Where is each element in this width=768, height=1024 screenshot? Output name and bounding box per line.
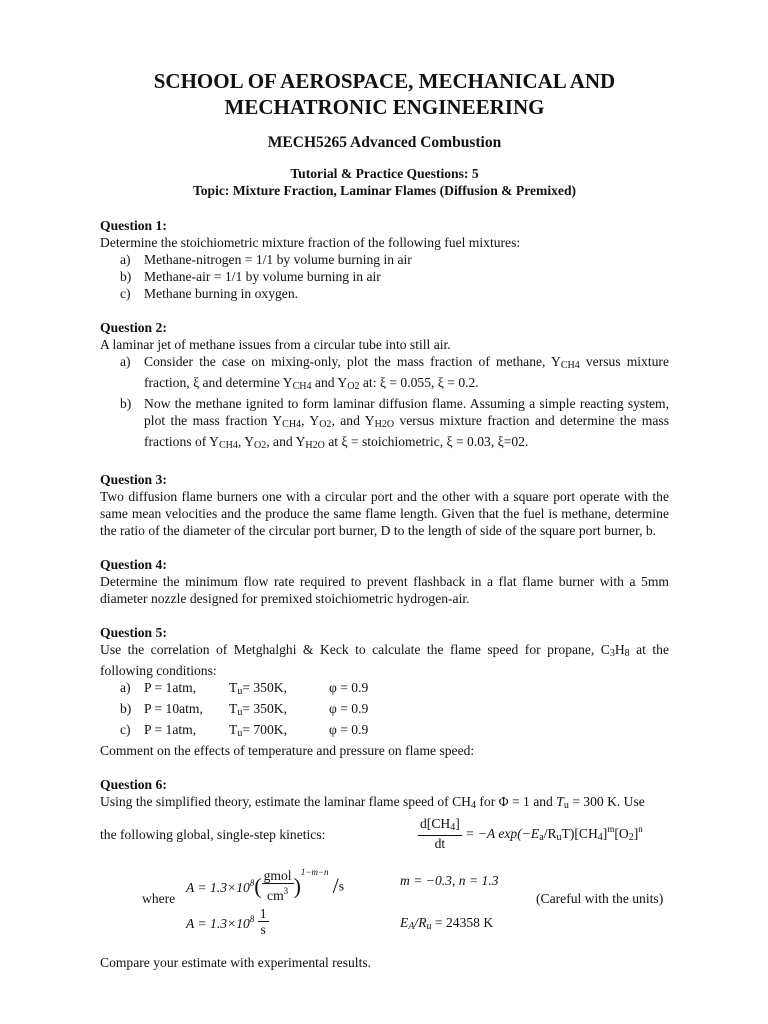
school-title	[100, 68, 669, 120]
question-5	[100, 624, 669, 759]
question-6-closing: Compare your estimate with experimental results.	[100, 955, 372, 970]
question-2-title: Question 2:	[100, 320, 167, 335]
where-block	[100, 856, 669, 942]
question-1-intro: Determine the stoichiometric mixture fraction of the following fuel mixtures:	[100, 235, 521, 250]
question-5-intro: Use the correlation of Metghalghi & Keck to calculate the flame speed for propane, $C_3H_8$ at the following conditions:	[100, 642, 669, 678]
topic-line: Topic: Mixture Fraction, Laminar Flames (Diffusion & Premixed)	[192, 183, 577, 198]
kinetics-row	[100, 816, 669, 852]
question-3-text: Two diffusion flame burners one with a circular port and the other with a square port operate with the same mean velocities and the produce the same flame length. Given that the fuel is methane, determine the ratio of the diameter of the circular port burner, D to the length of side of the square port burner, b.	[100, 489, 669, 538]
condition-row: a) P = 1atm, Tu= 350K, φ = 0.9	[120, 680, 369, 697]
condition-row: b) P = 10atm, Tu= 350K, φ = 0.9	[120, 701, 369, 718]
school-title-line2: MECHATRONIC ENGINEERING	[224, 95, 545, 119]
question-2-list	[100, 353, 669, 454]
question-6-line2: the following global, single-step kinetics:	[100, 827, 326, 842]
question-4-title: Question 4:	[100, 557, 167, 572]
activation-energy: $E_A/R_u = 24358$ K	[400, 915, 494, 932]
a-value-1: $A = 1.3\times 10^8$( $\frac{\text{gmol}}{cm^3}$ )$^{1-m-n}$/s	[186, 867, 344, 904]
question-2-intro: A laminar jet of methane issues from a circular tube into still air.	[100, 337, 451, 352]
question-6-title: Question 6:	[100, 777, 167, 792]
question-1-list	[100, 251, 669, 302]
where-label: where	[142, 891, 176, 906]
question-6-line1: Using the simplified theory, estimate the laminar flame speed of $CH_4$ for Φ = 1 and $T_u = 300$ K. Use	[100, 794, 645, 811]
a-value-2: $A = 1.3\times 10^8$ $\frac{1}{s}$	[186, 906, 267, 937]
list-item: b) Methane-air = 1/1 by volume burning in air	[120, 269, 381, 284]
list-item: b) Now the methane ignited to form laminar diffusion flame. Assuming a simple reacting system, plot the mass fraction $Y_{CH4}$, $Y_{O2}$, and $Y_{H2O}$ versus mixture fraction and determine the mass fractions of $Y_{CH4}$, $Y_{O2}$, and $Y_{H2O}$ at ξ = stoichiometric, ξ = 0.03, ξ=02.	[120, 396, 669, 451]
question-2	[100, 319, 669, 454]
list-item: a) Consider the case on mixing-only, plot the mass fraction of methane, $Y_{CH4}$ versus mixture fraction, ξ and determine $Y_{CH4}$ and $Y_{O2}$ at: ξ = 0.055, ξ = 0.2.	[120, 354, 669, 392]
question-5-comment: Comment on the effects of temperature and pressure on flame speed:	[100, 743, 475, 758]
school-title-line1: SCHOOL OF AEROSPACE, MECHANICAL AND	[153, 69, 616, 93]
question-6	[100, 776, 669, 971]
question-5-conditions	[100, 679, 669, 742]
tutorial-heading	[100, 165, 669, 199]
question-1	[100, 217, 669, 302]
careful-note: (Careful with the units)	[536, 891, 664, 906]
question-3-title: Question 3:	[100, 472, 167, 487]
question-5-title: Question 5:	[100, 625, 167, 640]
document-page	[100, 68, 669, 971]
list-item: c) Methane burning in oxygen.	[120, 286, 299, 301]
tutorial-number: Tutorial & Practice Questions: 5	[290, 166, 479, 181]
question-4	[100, 556, 669, 607]
rate-equation: $\frac{d[CH_4]}{dt}$ = −A $\exp(-E_a/R_uT)[CH_4]^m[O_2]^n$	[420, 816, 643, 851]
question-4-text: Determine the minimum flow rate required to prevent flashback in a flat flame burner with a 5mm diameter nozzle designed for premixed stoichiometric hydrogen-air.	[100, 574, 669, 606]
question-3	[100, 471, 669, 539]
course-title: MECH5265 Advanced Combustion	[267, 134, 502, 151]
exponents-mn: m = −0.3, n = 1.3	[400, 873, 499, 888]
condition-row: c) P = 1atm, Tu= 700K, φ = 0.9	[120, 722, 369, 739]
question-1-title: Question 1:	[100, 218, 167, 233]
list-item: a) Methane-nitrogen = 1/1 by volume burning in air	[120, 252, 412, 267]
